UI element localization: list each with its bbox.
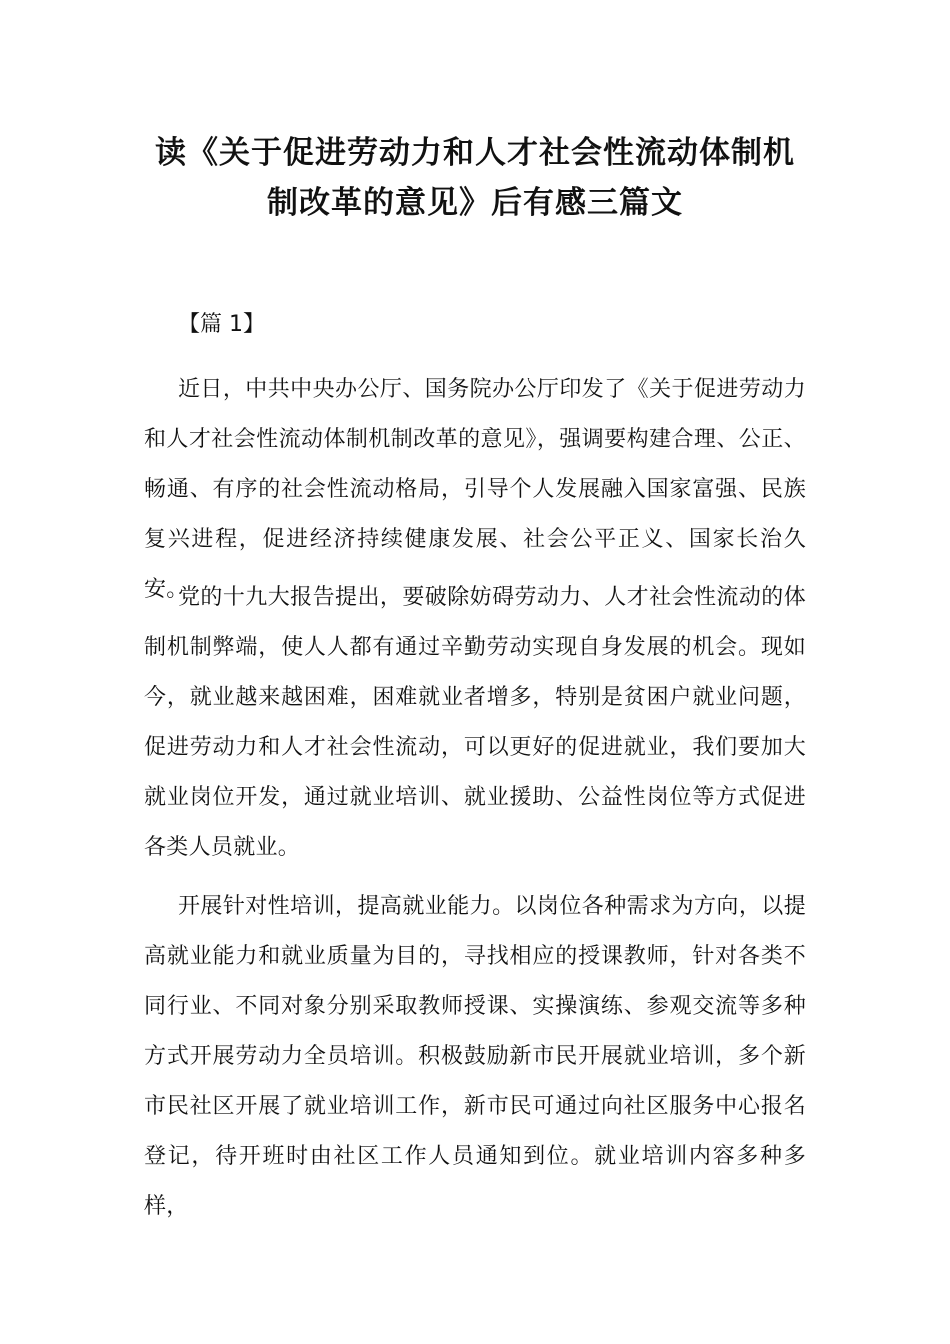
paragraph-1: 近日，中共中央办公厅、国务院办公厅印发了《关于促进劳动力和人才社会性流动体制机制改革的意见》，强调要构建合理、公正、畅通、有序的社会性流动格局，引导个人发展融入国家富强、民族复兴进程，促进经济持续健康发展、社会公平正义、国家长治久安。	[144, 377, 806, 602]
document-title: 读《关于促进劳动力和人才社会性流动体制机制改革的意见》后有感三篇文	[155, 135, 795, 221]
section-label: 【篇 1】	[178, 312, 265, 337]
paragraph-3: 开展针对性培训，提高就业能力。以岗位各种需求为方向，以提高就业能力和就业质量为目的，寻找相应的授课教师，针对各类不同行业、不同对象分别采取教师授课、实操演练、参观交流等多种方式开展劳动力全员培训。积极鼓励新市民开展就业培训，多个新市民社区开展了就业培训工作，新市民可通过向社区服务中心报名登记，待开班时由社区工作人员通知到位。就业培训内容多种多样，	[144, 894, 806, 1219]
paragraph-2: 党的十九大报告提出，要破除妨碍劳动力、人才社会性流动的体制机制弊端，使人人都有通过辛勤劳动实现自身发展的机会。现如今，就业越来越困难，困难就业者增多，特别是贫困户就业问题，促进劳动力和人才社会性流动，可以更好的促进就业，我们要加大就业岗位开发，通过就业培训、就业援助、公益性岗位等方式促进各类人员就业。	[144, 585, 806, 860]
